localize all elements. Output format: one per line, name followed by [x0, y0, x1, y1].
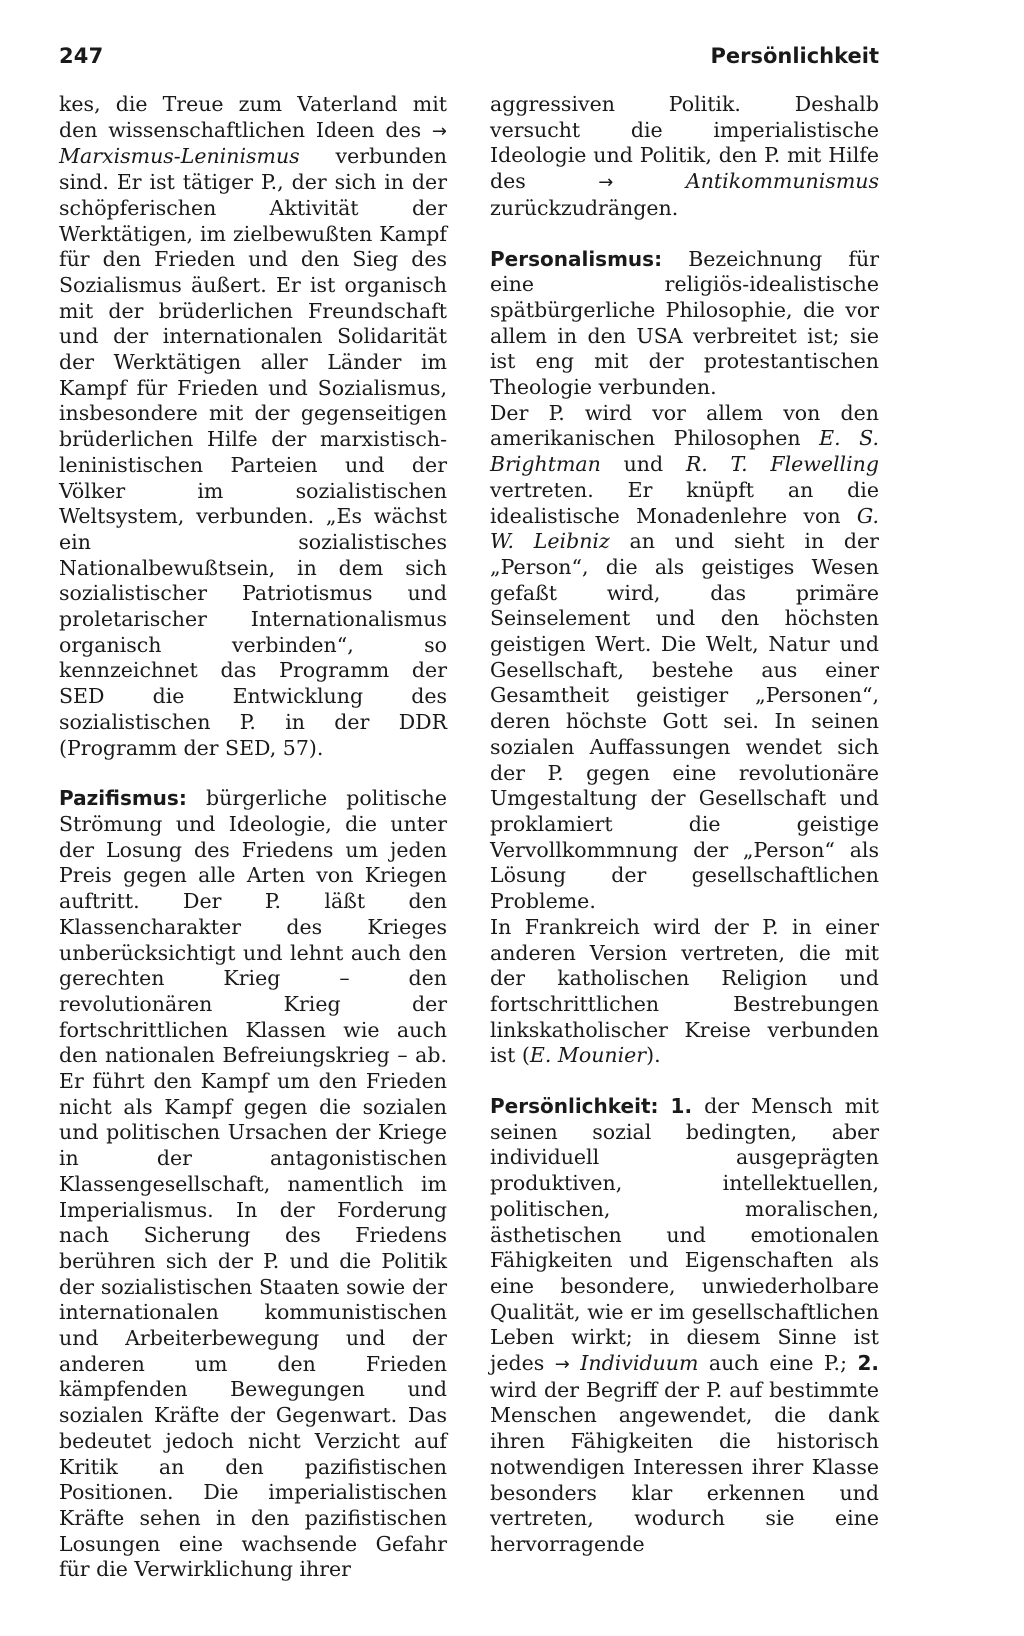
running-head: Persönlichkeit: [710, 44, 879, 68]
entry-definition: auch eine P.;: [708, 1351, 847, 1376]
personalismus-paragraph-3: [490, 915, 879, 1069]
entry-pazifismus: [59, 786, 447, 1583]
continued-text: aggressiven Politik. Deshalb versucht die imperialistische Ideologie und Politik, den P. mit Hilfe des: [490, 92, 879, 194]
sense-number: 1.: [670, 1094, 693, 1119]
sense-number: 2.: [857, 1351, 879, 1376]
entry-definition: Bezeichnung für eine religiös-idealistische spätbürgerliche Philosophie, die vor allem in den USA verbreitet ist; sie ist eng mit der protestantischen Theologie verbunden.: [490, 246, 879, 400]
entry-persoenlichkeit: [490, 1094, 879, 1558]
entry-term: Pazifismus:: [59, 786, 187, 811]
paragraph-text: und: [623, 452, 664, 477]
person-name: G. W. Leibniz: [490, 503, 879, 554]
paren-close: ).: [646, 1043, 661, 1068]
entry-personalismus: [490, 247, 879, 401]
right-column: [490, 92, 879, 1558]
person-name: E. S. Brightman: [490, 426, 879, 477]
continued-text: zurückzudrängen.: [490, 195, 679, 220]
continued-entry-pazifismus: [490, 92, 879, 222]
paragraph-text: Der P. wird vor allem von den amerikanischen Philosophen: [490, 400, 879, 451]
person-name: R. T. Flewelling: [685, 452, 879, 477]
left-column: [59, 92, 447, 1583]
cross-reference-link[interactable]: Antikommunismus: [685, 169, 879, 194]
person-name: E. Mounier: [529, 1043, 647, 1068]
paragraph-text: In Frankreich wird der P. in einer anderen Version vertreten, die mit der katholischen Religion und fortschrittlichen Bestrebungen linkskatholischer Kreise verbunden ist: [490, 914, 879, 1068]
cross-reference-arrow-icon: →: [554, 1354, 570, 1376]
entry-definition: wird der Begriff der P. auf bestimmte Menschen angewendet, die dank ihren Fähigkeiten die historisch notwendigen Interessen ihrer Klasse besonders klar erkennen und vertreten, wodurch sie eine hervorragende: [490, 1377, 879, 1556]
entry-term: Personalismus:: [490, 246, 663, 271]
continued-text: verbunden sind. Er ist tätiger P., der sich in der schöpferischen Aktivität der Werktätigen, im zielbewußten Kampf für den Frieden und den Sieg des Sozialismus äußert. Er ist organisch mit der brüderlichen Freundschaft und der internationalen Solidarität der Werktätigen aller Länder im Kampf für Frieden und Sozialismus, insbesondere mit der gegenseitigen brüderlichen Hilfe der marxistisch-leninistischen Parteien und der Völker im sozialistischen Weltsystem, verbunden. „Es wächst ein sozialistisches Nationalbewußtsein, in dem sich sozialistischer Patriotismus und proletarischer Internationalismus organisch verbinden“, so kennzeichnet das Programm der SED die Entwicklung des sozialistischen P. in der DDR (Programm der SED, 57).: [59, 144, 447, 760]
paragraph-text: an und sieht in der „Person“, die als geistiges Wesen gefaßt wird, das primäre Seinselement und den höchsten geistigen Wert. Die Welt, Natur und Gesellschaft, bestehe aus einer Gesamtheit geistiger „Personen“, deren höchste Gott sei. In seinen sozialen Auffassungen wendet sich der P. gegen eine revolutionäre Umgestaltung der Gesellschaft und proklamiert die geistige Vervollkommnung der „Person“ als Lösung der gesellschaftlichen Probleme.: [490, 529, 879, 914]
entry-definition: der Mensch mit seinen sozial bedingten, aber individuell ausgeprägten produktiven, intellektuellen, politischen, moralischen, ästhetischen und emotionalen Fähigkeiten und Eigenschaften als eine besondere, unwiederholbare Qualität, wie er im gesellschaftlichen Leben wirkt; in diesem Sinne ist jedes: [490, 1094, 879, 1376]
cross-reference-link[interactable]: Individuum: [580, 1351, 699, 1376]
paren-open: (: [521, 1043, 530, 1068]
page-number: 247: [59, 44, 104, 68]
paragraph-text: vertreten. Er knüpft an die idealistische Monadenlehre von: [490, 477, 879, 528]
continued-text: kes, die Treue zum Vaterland mit den wissenschaftlichen Ideen des: [59, 92, 447, 142]
cross-reference-link[interactable]: Marxismus-Leninismus: [59, 144, 300, 169]
entry-term: Persönlichkeit:: [490, 1094, 659, 1119]
entry-definition: bürgerliche politische Strömung und Ideologie, die unter der Losung des Friedens um jeden Preis gegen alle Arten von Kriegen auftritt. Der P. läßt den Klassencharakter des Krieges unberücksichtigt und lehnt auch den gerechten Krieg – den revolutionären Krieg der fortschrittlichen Klassen wie auch den nationalen Befreiungskrieg – ab. Er führt den Kampf um den Frieden nicht als Kampf gegen die sozialen und politischen Ursachen der Kriege in der antagonistischen Klassengesellschaft, namentlich im Imperialismus. In der Forderung nach Sicherung des Friedens berühren sich der P. und die Politik der sozialistischen Staaten sowie der internationalen kommunistischen und Arbeiterbewegung und der anderen um den Frieden kämpfenden Bewegungen und sozialen Kräfte der Gegenwart. Das bedeutet jedoch nicht Verzicht auf Kritik an den pazifistischen Positionen. Die imperialistischen Kräfte sehen in den pazifistischen Losungen eine wachsende Gefahr für die Verwirklichung ihrer: [59, 786, 447, 1582]
personalismus-paragraph-2: [490, 401, 879, 915]
cross-reference-arrow-icon: →: [431, 120, 447, 142]
cross-reference-arrow-icon: →: [598, 172, 614, 194]
continued-entry-patriotismus: [59, 92, 447, 761]
